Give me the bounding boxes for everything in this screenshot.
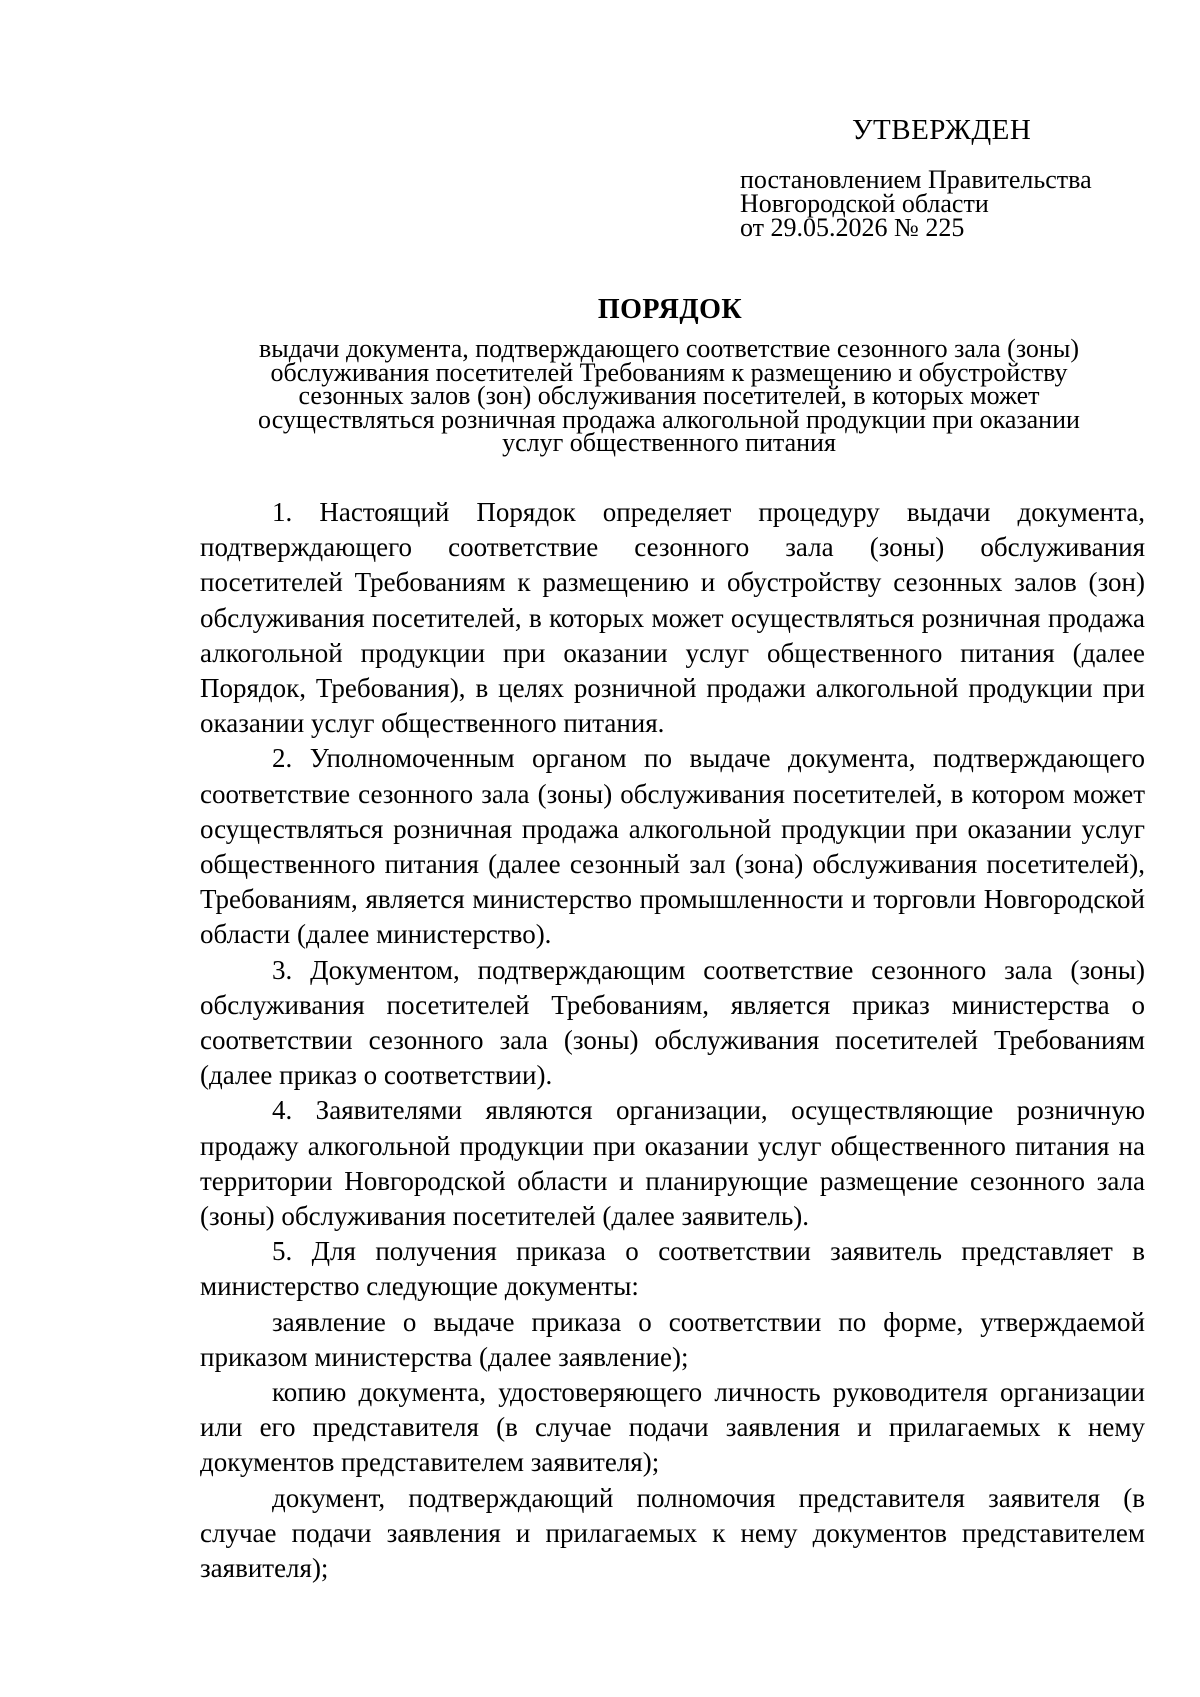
- subtitle-line: выдачи документа, подтверждающего соответствие сезонного зала (зоны): [259, 334, 1079, 363]
- paragraph-5-item-authority: документ, подтверждающий полномочия представителя заявителя (в случае подачи заявления и прилагаемых к нему документов представителем заявителя);: [200, 1482, 1145, 1584]
- subtitle-line: обслуживания посетителей Требованиям к размещению и обустройству: [270, 357, 1068, 387]
- subtitle-line: сезонных залов (зон) обслуживания посетителей, в которых может: [298, 381, 1040, 410]
- paragraph-3: 3. Документом, подтверждающим соответствие сезонного зала (зоны) обслуживания посетителей Требованиям, является приказ министерства о соответствии сезонного зала (зоны) обслуживания посетителей Требованиям (далее приказ о соответствии).: [200, 954, 1145, 1091]
- document-subtitle: [205, 334, 1133, 457]
- approval-line: постановлением Правительства: [740, 165, 1092, 194]
- paragraph-2: 2. Уполномоченным органом по выдаче документа, подтверждающего соответствие сезонного зала (зоны) обслуживания посетителей, в котором может осуществляться розничная продажа алкогольной продукции при оказании услуг общественного питания (далее сезонный зал (зона) обслуживания посетителей), Требованиям, является министерство промышленности и торговли Новгородской области (далее министерство).: [200, 743, 1145, 950]
- paragraph-5-item-application: заявление о выдаче приказа о соответствии по форме, утверждаемой приказом министерства (далее заявление);: [200, 1306, 1145, 1372]
- approval-line: от 29.05.2026 № 225: [740, 213, 965, 242]
- paragraph-4: 4. Заявителями являются организации, осуществляющие розничную продажу алкогольной продукции при оказании услуг общественного питания на территории Новгородской области и планирующие размещение сезонного зала (зоны) обслуживания посетителей (далее заявитель).: [200, 1095, 1145, 1232]
- approval-title: УТВЕРЖДЕН: [852, 114, 1032, 146]
- paragraph-5-item-id-copy: копию документа, удостоверяющего личность руководителя организации или его представителя (в случае подачи заявления и прилагаемых к нему документов представителем заявителя);: [200, 1377, 1145, 1478]
- approval-stamp: [740, 114, 1092, 242]
- subtitle-line: осуществляться розничная продажа алкогольной продукции при оказании: [258, 404, 1080, 434]
- subtitle-line: услуг общественного питания: [502, 428, 836, 457]
- approval-line: Новгородской области: [740, 189, 989, 218]
- paragraph-1: 1. Настоящий Порядок определяет процедуру выдачи документа, подтверждающего соответствие сезонного зала (зоны) обслуживания посетителей Требованиям к размещению и обустройству сезонных залов (зон) обслуживания посетителей, в которых может осуществляться розничная продажа алкогольной продукции при оказании услуг общественного питания (далее Порядок, Требования), в целях розничной продажи алкогольной продукции при оказании услуг общественного питания.: [200, 497, 1145, 739]
- document-title: ПОРЯДОК: [597, 294, 743, 325]
- document-body: [200, 495, 1145, 1586]
- paragraph-5: 5. Для получения приказа о соответствии заявитель представляет в министерство следующие документы:: [200, 1236, 1145, 1302]
